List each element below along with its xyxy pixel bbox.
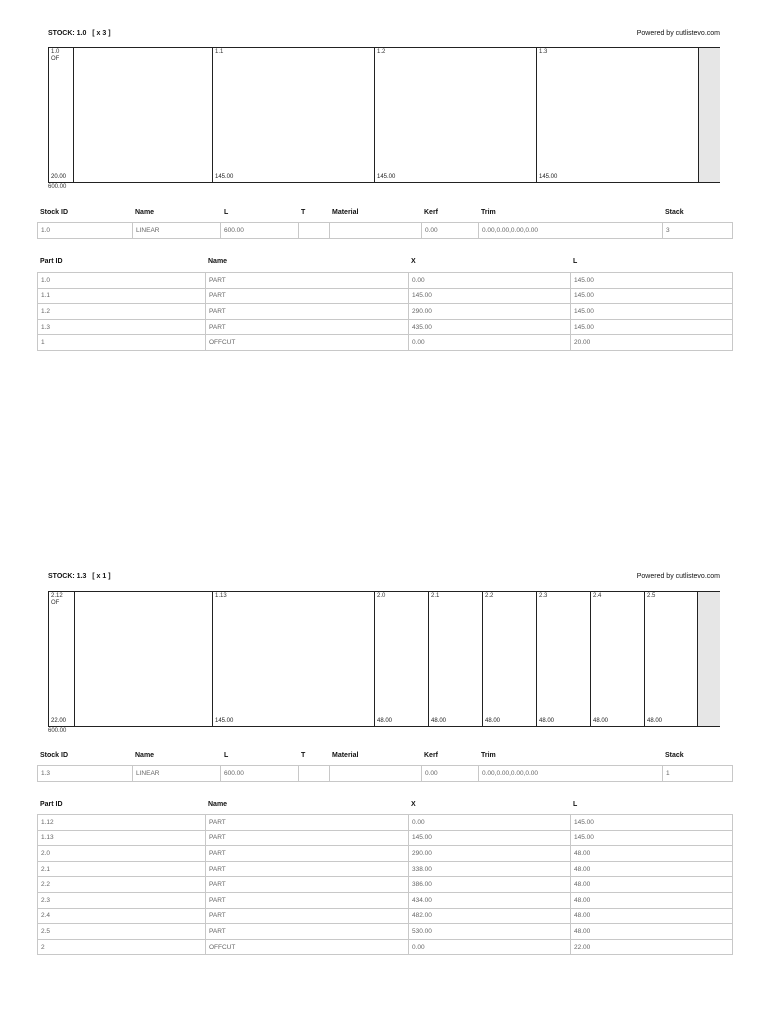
part-segment: 2.4 48.00: [590, 592, 644, 726]
offcut-end-segment: [698, 48, 720, 182]
part-segment: 1.1 145.00: [212, 48, 374, 182]
part-segment: 1.3 145.00: [536, 48, 698, 182]
part-segment: [73, 48, 212, 182]
stock-qty: [ x 3 ]: [92, 30, 111, 37]
offcut-start-segment: [49, 592, 74, 726]
part-segment: 2.0 48.00: [374, 592, 428, 726]
stock-title-1: [48, 30, 111, 37]
table-row: 1.0 PART 0.00 145.00: [38, 273, 733, 289]
table-row: 1.3 PART 435.00 145.00: [38, 319, 733, 335]
cut-diagram-1: [48, 47, 720, 183]
table-row: 1.13 PART 145.00 145.00: [38, 830, 733, 846]
table-row: 2 OFFCUT 0.00 22.00: [38, 939, 733, 955]
table-row: 2.4 PART 482.00 48.00: [38, 908, 733, 924]
stock-qty: [ x 1 ]: [92, 573, 111, 580]
part-segment: 2.1 48.00: [428, 592, 482, 726]
stock-title-2: [48, 573, 111, 580]
stock-title-label: STOCK:: [48, 30, 75, 37]
total-length: 600.00: [48, 184, 67, 190]
cut-diagram-2: [48, 591, 720, 727]
total-length: 600.00: [48, 728, 67, 734]
part-segment: 1.2 145.00: [374, 48, 536, 182]
offcut-start-length: 20.00: [51, 174, 67, 180]
powered-by: Powered by cutlistevo.com: [636, 30, 720, 37]
offcut-end-segment: [697, 592, 720, 726]
stock-table: [37, 222, 733, 239]
part-segment: [74, 592, 212, 726]
table-row: 2.3 PART 434.00 48.00: [38, 892, 733, 908]
table-row: 2.2 PART 386.00 48.00: [38, 877, 733, 893]
parts-table: [37, 272, 733, 351]
offcut-start-segment: [49, 48, 73, 182]
table-row: 2.5 PART 530.00 48.00: [38, 924, 733, 940]
table-row: 1 OFFCUT 0.00 20.00: [38, 335, 733, 351]
offcut-start-label: 1.0 OF: [51, 49, 60, 62]
stock-title-label: STOCK:: [48, 573, 75, 580]
offcut-start-label: 2.12 OF: [51, 593, 63, 606]
table-row: 1.3 LINEAR 600.00 0.00 0.00,0.00,0.00,0.00 1: [38, 766, 733, 782]
part-segment: 2.2 48.00: [482, 592, 536, 726]
table-row: 1.0 LINEAR 600.00 0.00 0.00,0.00,0.00,0.00 3: [38, 223, 733, 239]
stock-id-label: 1.3: [76, 573, 87, 580]
table-row: 2.0 PART 290.00 48.00: [38, 846, 733, 862]
table-row: 1.12 PART 0.00 145.00: [38, 815, 733, 831]
stock-id-label: 1.0: [76, 30, 87, 37]
table-row: 1.1 PART 145.00 145.00: [38, 288, 733, 304]
part-segment: 2.5 48.00: [644, 592, 697, 726]
part-segment: 1.13 145.00: [212, 592, 374, 726]
table-row: 1.2 PART 290.00 145.00: [38, 304, 733, 320]
offcut-start-length: 22.00: [51, 718, 67, 724]
part-segment: 2.3 48.00: [536, 592, 590, 726]
powered-by: Powered by cutlistevo.com: [636, 573, 720, 580]
parts-table: [37, 814, 733, 955]
table-row: 2.1 PART 338.00 48.00: [38, 861, 733, 877]
stock-table: [37, 765, 733, 782]
